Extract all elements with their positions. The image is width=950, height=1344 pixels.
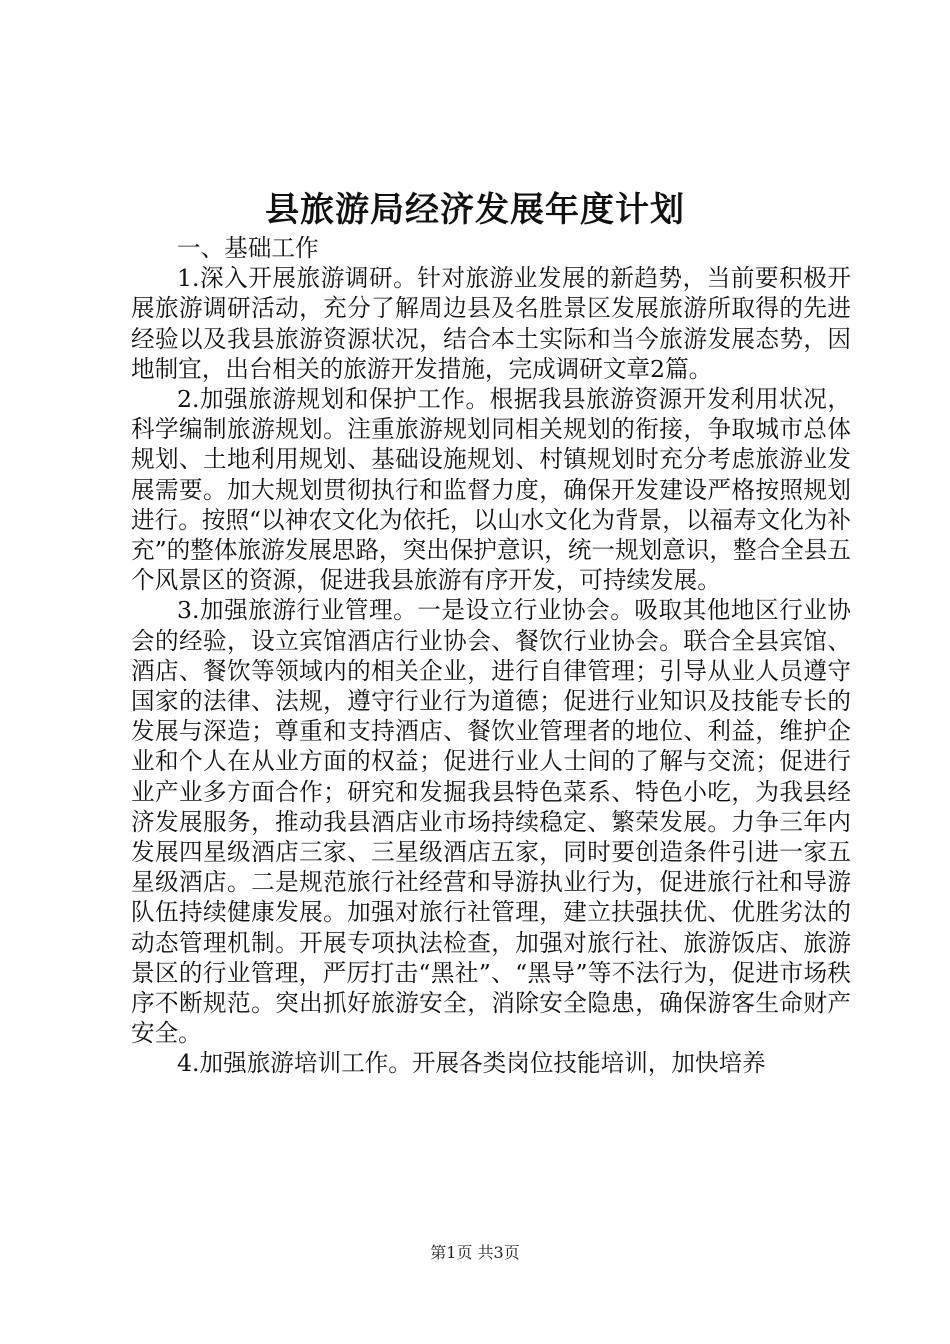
paragraph-planning: 2.加强旅游规划和保护工作。根据我县旅游资源开发利用状况，科学编制旅游规划。注重旅游规划同相关规划的衔接，争取城市总体规划、土地利用规划、基础设施规划、村镇规划时充分考虑旅游业发展需要。加大规划贯彻执行和监督力度，确保开发建设严格按照规划进行。按照“以神农文化为依托，以山水文化为背景，以福寿文化为补充”的整体旅游发展思路，突出保护意识，统一规划意识，整合全县五个风景区的资源，促进我县旅游有序开发，可持续发展。 (131, 385, 851, 595)
paragraph-research: 1.深入开展旅游调研。针对旅游业发展的新趋势，当前要积极开展旅游调研活动，充分了解周边县及名胜景区发展旅游所取得的先进经验以及我县旅游资源状况，结合本土实际和当今旅游发展态势，因地制宜，出台相关的旅游开发措施，完成调研文章2篇。 (131, 264, 851, 383)
paragraph-training: 4.加强旅游培训工作。开展各类岗位技能培训，加快培养 (177, 1049, 766, 1078)
document-title: 县旅游局经济发展年度计划 (265, 190, 685, 230)
document-body (131, 233, 851, 1079)
section-heading: 一、基础工作 (177, 234, 319, 262)
paragraph-industry-management: 3.加强旅游行业管理。一是设立行业协会。吸取其他地区行业协会的经验，设立宾馆酒店行业协会、餐饮行业协会。联合全县宾馆、酒店、餐饮等领域内的相关企业，进行自律管理；引导从业人员遵守国家的法律、法规，遵守行业行为道德；促进行业知识及技能专长的发展与深造；尊重和支持酒店、餐饮业管理者的地位、利益，维护企业和个人在从业方面的权益；促进行业人士间的了解与交流；促进行业产业多方面合作；研究和发掘我县特色菜系、特色小吃，为我县经济发展服务，推动我县酒店业市场持续稳定、繁荣发展。力争三年内发展四星级酒店三家、三星级酒店五家，同时要创造条件引进一家五星级酒店。二是规范旅行社经营和导游执业行为，促进旅行社和导游队伍持续健康发展。加强对旅行社管理，建立扶强扶优、优胜劣汰的动态管理机制。开展专项执法检查，加强对旅行社、旅游饭店、旅游景区的行业管理，严厉打击“黑社”、“黑导”等不法行为，促进市场秩序不断规范。突出抓好旅游安全，消除安全隐患，确保游客生命财产安全。 (131, 596, 851, 1048)
page-footer: 第1页 共3页 (430, 1243, 520, 1262)
